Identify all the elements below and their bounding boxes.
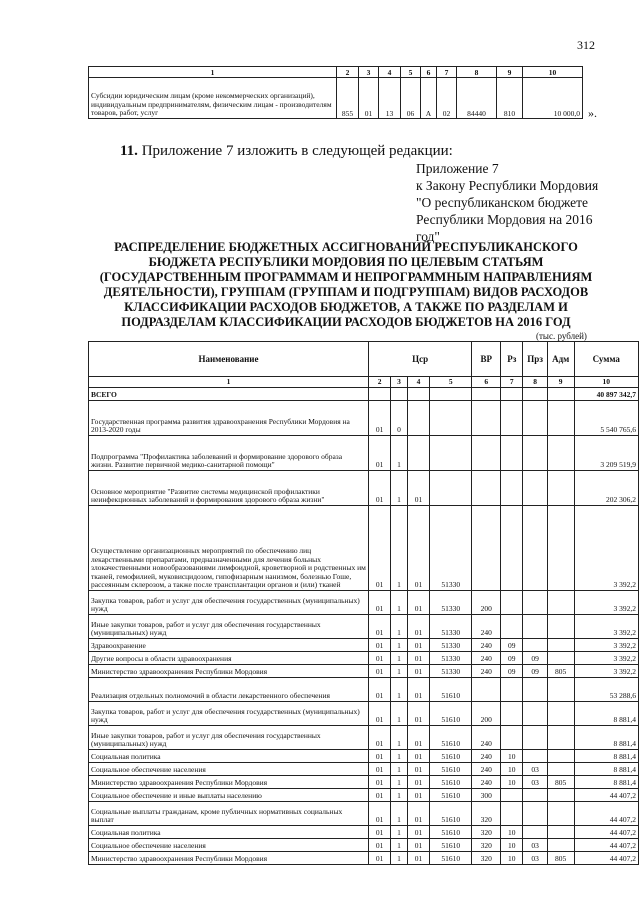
code-cell: 51610 bbox=[430, 763, 472, 776]
code-cell bbox=[547, 652, 574, 665]
code-cell: 51610 bbox=[430, 826, 472, 839]
code-cell: 51610 bbox=[430, 789, 472, 802]
code-cell bbox=[523, 401, 547, 436]
row-name: Государственная программа развития здравоохранения Республики Мордовия на 2013-2020 годы bbox=[89, 401, 369, 436]
table-row bbox=[89, 750, 639, 763]
row-name: Другие вопросы в области здравоохранения bbox=[89, 652, 369, 665]
code-cell: 200 bbox=[472, 702, 501, 726]
row-name: Закупка товаров, работ и услуг для обеспечения государственных (муниципальных) нужд bbox=[89, 702, 369, 726]
cell: 855 bbox=[337, 78, 359, 119]
row-name: Социальное обеспечение населения bbox=[89, 839, 369, 852]
code-cell bbox=[523, 802, 547, 826]
row-name: Здравоохранение bbox=[89, 639, 369, 652]
code-cell: 805 bbox=[547, 776, 574, 789]
column-number: 5 bbox=[401, 67, 421, 78]
code-cell: 51610 bbox=[430, 776, 472, 789]
code-cell: 200 bbox=[472, 591, 501, 615]
code-cell bbox=[523, 591, 547, 615]
code-cell: 03 bbox=[523, 852, 547, 865]
code-cell: 01 bbox=[368, 506, 390, 591]
header-name: Наименование bbox=[89, 342, 369, 377]
row-name: Осуществление организационных мероприятий по обеспечению лиц лекарственными препаратами, предназначенными для лечения больных злокачественными новообразованиями лимфоидной, кроветворной и родственных им тканей, гемофилией, муковисцидозом, гипофизарным нанизмом, болезнью Гоше, рассеянным склерозом, а также после трансплантации органов и (или) тканей bbox=[89, 506, 369, 591]
code-cell bbox=[547, 506, 574, 591]
code-cell bbox=[472, 388, 501, 401]
table-row bbox=[89, 388, 639, 401]
column-number: 9 bbox=[547, 377, 574, 388]
code-cell bbox=[501, 436, 523, 471]
column-number: 2 bbox=[337, 67, 359, 78]
code-cell: 10 bbox=[501, 776, 523, 789]
column-number: 7 bbox=[437, 67, 457, 78]
code-cell: 1 bbox=[391, 839, 408, 852]
code-cell: 51610 bbox=[430, 852, 472, 865]
row-name: Социальные выплаты гражданам, кроме публичных нормативных социальных выплат bbox=[89, 802, 369, 826]
code-cell: 01 bbox=[407, 839, 429, 852]
column-number: 1 bbox=[89, 377, 369, 388]
title-line: (ГОСУДАРСТВЕННЫМ ПРОГРАММАМ И НЕПРОГРАММНЫМ НАПРАВЛЕНИЯМ bbox=[99, 270, 593, 284]
code-cell: 1 bbox=[391, 615, 408, 639]
code-cell: 1 bbox=[391, 678, 408, 702]
code-cell: 01 bbox=[407, 615, 429, 639]
code-cell: 51610 bbox=[430, 702, 472, 726]
header-rz: Рз bbox=[501, 342, 523, 377]
amount-cell: 44 407,2 bbox=[574, 802, 639, 826]
code-cell: 09 bbox=[501, 639, 523, 652]
appendix-line: "О республиканском бюджете bbox=[416, 195, 589, 210]
amount-cell: 53 288,6 bbox=[574, 678, 639, 702]
code-cell bbox=[523, 678, 547, 702]
row-name: Иные закупки товаров, работ и услуг для обеспечения государственных (муниципальных) нужд bbox=[89, 726, 369, 750]
code-cell bbox=[501, 802, 523, 826]
code-cell: 01 bbox=[407, 802, 429, 826]
continued-table bbox=[88, 66, 583, 119]
column-number: 8 bbox=[523, 377, 547, 388]
code-cell bbox=[391, 388, 408, 401]
code-cell: 01 bbox=[407, 826, 429, 839]
appendix-line: к Закону Республики Мордовия bbox=[416, 178, 599, 193]
code-cell: 10 bbox=[501, 852, 523, 865]
code-cell: 320 bbox=[472, 826, 501, 839]
row-name: Реализация отдельных полномочий в области лекарственного обеспечения bbox=[89, 678, 369, 702]
code-cell: 03 bbox=[523, 776, 547, 789]
code-cell: 51610 bbox=[430, 802, 472, 826]
code-cell: 320 bbox=[472, 802, 501, 826]
code-cell: 01 bbox=[368, 702, 390, 726]
table-header bbox=[89, 342, 639, 377]
code-cell bbox=[547, 802, 574, 826]
code-cell: 01 bbox=[407, 702, 429, 726]
code-cell: 09 bbox=[523, 652, 547, 665]
code-cell bbox=[472, 506, 501, 591]
instruction-paragraph bbox=[120, 143, 453, 160]
column-number: 2 bbox=[368, 377, 390, 388]
document-title bbox=[80, 240, 612, 330]
column-number: 6 bbox=[421, 67, 437, 78]
code-cell: 01 bbox=[407, 852, 429, 865]
code-cell: 01 bbox=[407, 639, 429, 652]
table-row bbox=[89, 652, 639, 665]
amount-cell: 44 407,2 bbox=[574, 826, 639, 839]
code-cell: 1 bbox=[391, 802, 408, 826]
units-label: (тыс. рублей) bbox=[536, 331, 587, 341]
table-row bbox=[89, 639, 639, 652]
table-body bbox=[89, 388, 639, 865]
code-cell bbox=[430, 388, 472, 401]
code-cell bbox=[547, 750, 574, 763]
code-cell: 01 bbox=[368, 591, 390, 615]
code-cell: 01 bbox=[368, 802, 390, 826]
column-number: 1 bbox=[89, 67, 337, 78]
appendix-line: Республики Мордовия на 2016 bbox=[416, 212, 593, 227]
code-cell: 10 bbox=[501, 839, 523, 852]
code-cell bbox=[472, 401, 501, 436]
amount-cell: 8 881,4 bbox=[574, 702, 639, 726]
code-cell: 01 bbox=[368, 639, 390, 652]
appendix-line: год" bbox=[416, 229, 440, 244]
amount-cell: 8 881,4 bbox=[574, 763, 639, 776]
table-row bbox=[89, 852, 639, 865]
code-cell: 01 bbox=[407, 471, 429, 506]
paragraph-number: 11. bbox=[120, 143, 138, 159]
amount-cell: 40 897 342,7 bbox=[574, 388, 639, 401]
amount-cell: 3 209 519,9 bbox=[574, 436, 639, 471]
code-cell bbox=[547, 591, 574, 615]
code-cell: 10 bbox=[501, 826, 523, 839]
code-cell: 01 bbox=[368, 615, 390, 639]
code-cell: 1 bbox=[391, 702, 408, 726]
title-line: ДЕЯТЕЛЬНОСТИ), ГРУППАМ (ГРУППАМ И ПОДГРУППАМ) ВИДОВ РАСХОДОВ bbox=[103, 285, 589, 299]
code-cell: 51610 bbox=[430, 750, 472, 763]
table-row bbox=[89, 471, 639, 506]
code-cell: 01 bbox=[368, 665, 390, 678]
code-cell: 805 bbox=[547, 665, 574, 678]
cell: 84440 bbox=[457, 78, 497, 119]
code-cell bbox=[501, 789, 523, 802]
row-name: Подпрограмма "Профилактика заболеваний и формирование здорового образа жизни. Развитие первичной медико-санитарной помощи" bbox=[89, 436, 369, 471]
code-cell bbox=[430, 401, 472, 436]
code-cell: 240 bbox=[472, 665, 501, 678]
code-cell bbox=[368, 388, 390, 401]
amount-cell: 8 881,4 bbox=[574, 726, 639, 750]
code-cell: 1 bbox=[391, 763, 408, 776]
table-row bbox=[89, 826, 639, 839]
code-cell: 03 bbox=[523, 763, 547, 776]
amount-cell: 3 392,2 bbox=[574, 665, 639, 678]
column-number-row bbox=[89, 67, 583, 78]
column-number: 4 bbox=[379, 67, 401, 78]
code-cell: 01 bbox=[368, 652, 390, 665]
code-cell: 1 bbox=[391, 591, 408, 615]
code-cell bbox=[523, 388, 547, 401]
table-row bbox=[89, 776, 639, 789]
code-cell: 1 bbox=[391, 789, 408, 802]
code-cell: 240 bbox=[472, 776, 501, 789]
code-cell bbox=[523, 826, 547, 839]
code-cell: 01 bbox=[407, 789, 429, 802]
code-cell bbox=[430, 471, 472, 506]
amount-cell: 8 881,4 bbox=[574, 750, 639, 763]
code-cell: 1 bbox=[391, 639, 408, 652]
code-cell: 01 bbox=[407, 763, 429, 776]
row-name: Социальная политика bbox=[89, 750, 369, 763]
code-cell: 01 bbox=[407, 591, 429, 615]
code-cell: 09 bbox=[523, 665, 547, 678]
code-cell bbox=[523, 436, 547, 471]
code-cell: 01 bbox=[368, 471, 390, 506]
code-cell: 1 bbox=[391, 436, 408, 471]
column-number: 5 bbox=[430, 377, 472, 388]
code-cell: 01 bbox=[368, 763, 390, 776]
column-number: 8 bbox=[457, 67, 497, 78]
code-cell: 01 bbox=[368, 436, 390, 471]
code-cell: 51330 bbox=[430, 506, 472, 591]
amount-cell: 44 407,2 bbox=[574, 839, 639, 852]
row-name: Социальное обеспечение и иные выплаты населению bbox=[89, 789, 369, 802]
cell: 01 bbox=[359, 78, 379, 119]
code-cell: 0 bbox=[391, 401, 408, 436]
appendix-line: Приложение 7 bbox=[416, 161, 499, 176]
code-cell: 320 bbox=[472, 839, 501, 852]
code-cell: 240 bbox=[472, 763, 501, 776]
code-cell bbox=[547, 388, 574, 401]
code-cell bbox=[523, 615, 547, 639]
code-cell: 240 bbox=[472, 726, 501, 750]
column-number: 6 bbox=[472, 377, 501, 388]
row-name: Социальное обеспечение населения bbox=[89, 763, 369, 776]
code-cell bbox=[547, 826, 574, 839]
code-cell: 51330 bbox=[430, 639, 472, 652]
code-cell bbox=[547, 401, 574, 436]
closing-quote: ». bbox=[588, 106, 597, 120]
code-cell: 240 bbox=[472, 639, 501, 652]
code-cell: 01 bbox=[407, 776, 429, 789]
column-number-row bbox=[89, 377, 639, 388]
table-row bbox=[89, 763, 639, 776]
code-cell: 03 bbox=[523, 839, 547, 852]
code-cell: 10 bbox=[501, 750, 523, 763]
title-line: КЛАССИФИКАЦИИ РАСХОДОВ БЮДЖЕТОВ, А ТАКЖЕ ПО РАЗДЕЛАМ И bbox=[124, 300, 568, 314]
code-cell: 01 bbox=[368, 401, 390, 436]
table-row bbox=[89, 789, 639, 802]
code-cell bbox=[472, 436, 501, 471]
code-cell: 01 bbox=[407, 750, 429, 763]
code-cell bbox=[547, 702, 574, 726]
title-line: БЮДЖЕТА РЕСПУБЛИКИ МОРДОВИЯ ПО ЦЕЛЕВЫМ СТАТЬЯМ bbox=[148, 255, 544, 269]
code-cell bbox=[547, 789, 574, 802]
code-cell: 1 bbox=[391, 726, 408, 750]
table-row bbox=[89, 839, 639, 852]
code-cell bbox=[523, 471, 547, 506]
code-cell: 01 bbox=[407, 726, 429, 750]
table-row bbox=[89, 615, 639, 639]
amount-cell: 202 306,2 bbox=[574, 471, 639, 506]
amount-cell: 10 000,0 bbox=[523, 78, 583, 119]
title-line: РАСПРЕДЕЛЕНИЕ БЮДЖЕТНЫХ АССИГНОВАНИЙ РЕСПУБЛИКАНСКОГО bbox=[114, 240, 578, 254]
cell: 810 bbox=[497, 78, 523, 119]
code-cell bbox=[523, 726, 547, 750]
code-cell: 01 bbox=[368, 839, 390, 852]
column-number: 3 bbox=[391, 377, 408, 388]
code-cell bbox=[501, 678, 523, 702]
code-cell: 240 bbox=[472, 750, 501, 763]
row-name: Иные закупки товаров, работ и услуг для обеспечения государственных (муниципальных) нужд bbox=[89, 615, 369, 639]
code-cell: 1 bbox=[391, 826, 408, 839]
table-row bbox=[89, 436, 639, 471]
code-cell: 01 bbox=[368, 678, 390, 702]
code-cell bbox=[501, 471, 523, 506]
code-cell: 51330 bbox=[430, 665, 472, 678]
code-cell: 10 bbox=[501, 763, 523, 776]
table-row bbox=[89, 726, 639, 750]
column-number: 3 bbox=[359, 67, 379, 78]
code-cell bbox=[501, 726, 523, 750]
code-cell: 1 bbox=[391, 471, 408, 506]
header-adm: Адм bbox=[547, 342, 574, 377]
amount-cell: 3 392,2 bbox=[574, 591, 639, 615]
code-cell bbox=[523, 639, 547, 652]
code-cell: 01 bbox=[368, 789, 390, 802]
code-cell bbox=[501, 388, 523, 401]
column-number: 4 bbox=[407, 377, 429, 388]
code-cell: 01 bbox=[368, 826, 390, 839]
column-number: 10 bbox=[574, 377, 639, 388]
code-cell: 1 bbox=[391, 652, 408, 665]
code-cell: 240 bbox=[472, 652, 501, 665]
code-cell bbox=[501, 615, 523, 639]
table-row bbox=[89, 702, 639, 726]
code-cell bbox=[472, 678, 501, 702]
cell: А bbox=[421, 78, 437, 119]
cell: 02 bbox=[437, 78, 457, 119]
code-cell bbox=[501, 702, 523, 726]
code-cell: 01 bbox=[368, 750, 390, 763]
code-cell: 1 bbox=[391, 665, 408, 678]
code-cell bbox=[501, 401, 523, 436]
code-cell bbox=[547, 615, 574, 639]
code-cell: 51610 bbox=[430, 839, 472, 852]
row-name: Министерство здравоохранения Республики Мордовия bbox=[89, 776, 369, 789]
table-row bbox=[89, 506, 639, 591]
appendix-reference bbox=[416, 160, 616, 245]
code-cell: 320 bbox=[472, 852, 501, 865]
code-cell bbox=[547, 639, 574, 652]
code-cell bbox=[501, 591, 523, 615]
code-cell bbox=[547, 726, 574, 750]
code-cell bbox=[472, 471, 501, 506]
row-name: Субсидии юридическим лицам (кроме некоммерческих организаций), индивидуальным предпринимателям, физическим лицам - производителям товаров, работ, услуг bbox=[89, 78, 337, 119]
header-prz: Прз bbox=[523, 342, 547, 377]
amount-cell: 3 392,2 bbox=[574, 506, 639, 591]
instruction-text: Приложение 7 изложить в следующей редакции: bbox=[141, 143, 453, 159]
code-cell bbox=[430, 436, 472, 471]
code-cell: 51610 bbox=[430, 726, 472, 750]
code-cell bbox=[547, 471, 574, 506]
header-sum: Сумма bbox=[574, 342, 639, 377]
code-cell: 1 bbox=[391, 852, 408, 865]
amount-cell: 3 392,2 bbox=[574, 652, 639, 665]
code-cell bbox=[523, 702, 547, 726]
table-row bbox=[89, 401, 639, 436]
code-cell: 01 bbox=[368, 852, 390, 865]
code-cell: 09 bbox=[501, 665, 523, 678]
amount-cell: 8 881,4 bbox=[574, 776, 639, 789]
amount-cell: 3 392,2 bbox=[574, 615, 639, 639]
amount-cell: 44 407,2 bbox=[574, 852, 639, 865]
table-row bbox=[89, 678, 639, 702]
budget-table bbox=[88, 341, 639, 865]
row-name: Закупка товаров, работ и услуг для обеспечения государственных (муниципальных) нужд bbox=[89, 591, 369, 615]
amount-cell: 3 392,2 bbox=[574, 639, 639, 652]
code-cell bbox=[547, 763, 574, 776]
amount-cell: 44 407,2 bbox=[574, 789, 639, 802]
row-name: Основное мероприятие "Развитие системы медицинской профилактики неинфекционных заболеваний и формирования здорового образа жизни" bbox=[89, 471, 369, 506]
code-cell: 01 bbox=[407, 506, 429, 591]
amount-cell: 5 540 765,6 bbox=[574, 401, 639, 436]
title-line: ПОДРАЗДЕЛАМ КЛАССИФИКАЦИИ РАСХОДОВ БЮДЖЕТОВ НА 2016 ГОД bbox=[121, 315, 571, 329]
code-cell: 01 bbox=[407, 665, 429, 678]
code-cell bbox=[407, 436, 429, 471]
code-cell: 51330 bbox=[430, 652, 472, 665]
header-vr: ВР bbox=[472, 342, 501, 377]
code-cell: 805 bbox=[547, 852, 574, 865]
column-number: 10 bbox=[523, 67, 583, 78]
code-cell: 09 bbox=[501, 652, 523, 665]
page-number: 312 bbox=[577, 38, 595, 52]
row-name: ВСЕГО bbox=[89, 388, 369, 401]
code-cell: 01 bbox=[368, 726, 390, 750]
row-name: Министерство здравоохранения Республики Мордовия bbox=[89, 665, 369, 678]
code-cell bbox=[547, 436, 574, 471]
code-cell: 300 bbox=[472, 789, 501, 802]
code-cell: 51330 bbox=[430, 615, 472, 639]
table-row bbox=[89, 78, 583, 119]
code-cell: 240 bbox=[472, 615, 501, 639]
table-row bbox=[89, 802, 639, 826]
code-cell: 51610 bbox=[430, 678, 472, 702]
table-row bbox=[89, 591, 639, 615]
row-name: Министерство здравоохранения Республики Мордовия bbox=[89, 852, 369, 865]
code-cell: 01 bbox=[407, 652, 429, 665]
code-cell bbox=[547, 839, 574, 852]
code-cell: 1 bbox=[391, 506, 408, 591]
row-name: Социальная политика bbox=[89, 826, 369, 839]
code-cell bbox=[547, 678, 574, 702]
column-number: 9 bbox=[497, 67, 523, 78]
header-csr: Цср bbox=[368, 342, 471, 377]
code-cell bbox=[523, 506, 547, 591]
code-cell: 51330 bbox=[430, 591, 472, 615]
cell: 13 bbox=[379, 78, 401, 119]
code-cell bbox=[407, 401, 429, 436]
code-cell bbox=[523, 750, 547, 763]
table-row bbox=[89, 665, 639, 678]
column-number: 7 bbox=[501, 377, 523, 388]
code-cell: 01 bbox=[368, 776, 390, 789]
code-cell: 1 bbox=[391, 776, 408, 789]
code-cell bbox=[407, 388, 429, 401]
cell: 06 bbox=[401, 78, 421, 119]
code-cell bbox=[523, 789, 547, 802]
code-cell: 01 bbox=[407, 678, 429, 702]
code-cell bbox=[501, 506, 523, 591]
code-cell: 1 bbox=[391, 750, 408, 763]
